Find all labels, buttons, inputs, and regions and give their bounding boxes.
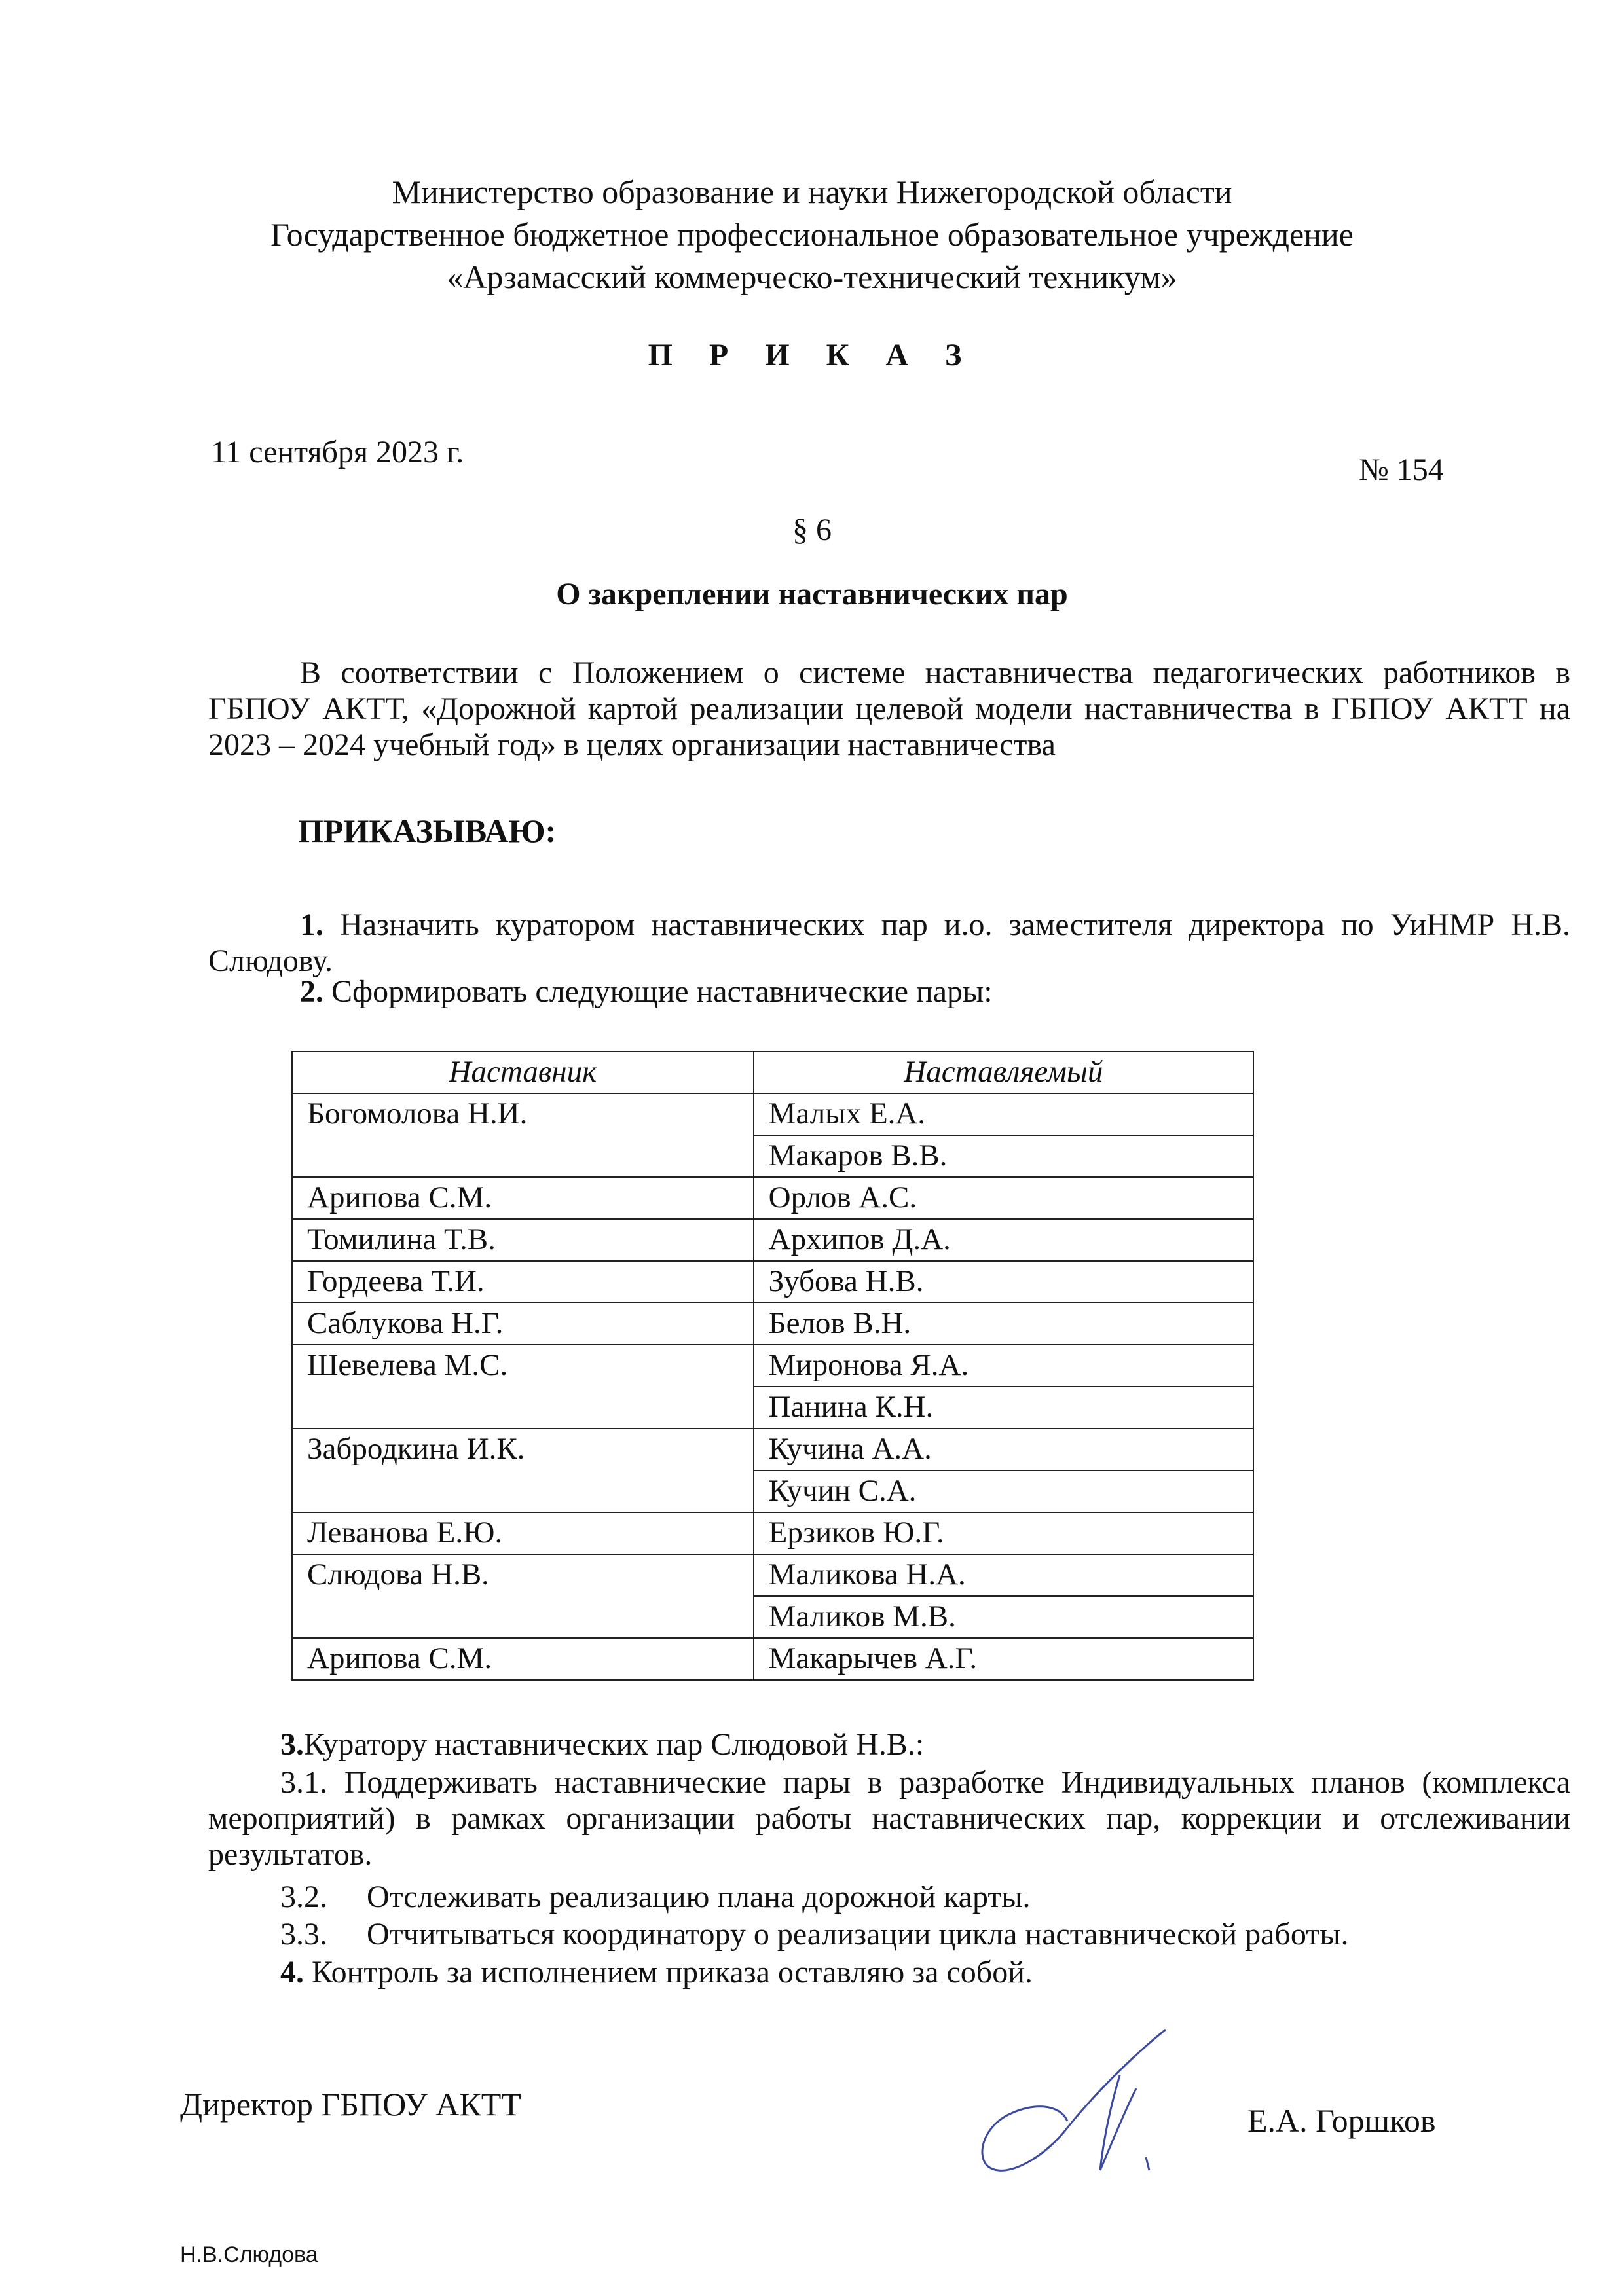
table-row bbox=[292, 1093, 1253, 1135]
mentee-cell: Архипов Д.А. bbox=[754, 1219, 1253, 1261]
column-header-mentor: Наставник bbox=[292, 1051, 754, 1093]
mentee-cell: Макарычев А.Г. bbox=[754, 1638, 1253, 1680]
signatory-role: Директор ГБПОУ АКТТ bbox=[180, 2086, 521, 2123]
mentee-cell: Ерзиков Ю.Г. bbox=[754, 1512, 1253, 1554]
mentee-cell: Кучина А.А. bbox=[754, 1429, 1253, 1470]
mentor-pairs-table bbox=[291, 1051, 1254, 1681]
table-row bbox=[292, 1303, 1253, 1345]
mentor-cell: Саблукова Н.Г. bbox=[292, 1303, 754, 1345]
mentee-cell: Белов В.Н. bbox=[754, 1303, 1253, 1345]
paragraph-mark: § 6 bbox=[792, 513, 832, 547]
document-subject: О закреплении наставнических пар bbox=[556, 577, 1068, 611]
table-row bbox=[292, 1345, 1253, 1387]
institution-name-line: «Арзамасский коммерческо-технический техникум» bbox=[447, 259, 1177, 295]
item-1-text: Назначить куратором наставнических пар и.о. заместителя директора по УиНМР Н.В. Слюдову. bbox=[208, 907, 1570, 978]
mentor-cell: Слюдова Н.В. bbox=[292, 1554, 754, 1638]
mentor-pairs-body bbox=[292, 1093, 1253, 1680]
column-header-mentee: Наставляемый bbox=[754, 1051, 1253, 1093]
mentor-cell: Забродкина И.К. bbox=[292, 1429, 754, 1512]
item-1-number: 1. bbox=[300, 907, 323, 942]
document-date: 11 сентября 2023 г. bbox=[211, 435, 464, 469]
item-4 bbox=[280, 1954, 1624, 1990]
item-2 bbox=[208, 974, 1570, 1010]
mentee-cell: Миронова Я.А. bbox=[754, 1345, 1253, 1387]
mentee-cell: Маликова Н.А. bbox=[754, 1554, 1253, 1596]
item-1 bbox=[208, 907, 1570, 979]
item-3 bbox=[208, 1726, 1570, 1762]
table-row bbox=[292, 1554, 1253, 1596]
mentor-cell: Арипова С.М. bbox=[292, 1177, 754, 1219]
mentor-cell: Богомолова Н.И. bbox=[292, 1093, 754, 1177]
item-3-number: 3. bbox=[280, 1727, 304, 1762]
item-2-number: 2. bbox=[300, 974, 323, 1009]
signatory-name: Е.А. Горшков bbox=[1247, 2102, 1436, 2139]
mentor-cell: Леванова Е.Ю. bbox=[292, 1512, 754, 1554]
document-number: № 154 bbox=[1359, 452, 1444, 487]
mentor-cell: Шевелева М.С. bbox=[292, 1345, 754, 1429]
item-4-text: Контроль за исполнением приказа оставляю за собой. bbox=[304, 1955, 1033, 1990]
preamble: В соответствии с Положением о системе наставничества педагогических работников в ГБПОУ АКТТ, «Дорожной картой реализации целевой модели наставничества в ГБПОУ АКТТ на 2023 – 2024 учебный год» в целях организации наставничества bbox=[208, 655, 1570, 762]
table-row bbox=[292, 1177, 1253, 1219]
ministry-line: Министерство образование и науки Нижегородской области bbox=[392, 173, 1232, 210]
mentee-cell: Малых Е.А. bbox=[754, 1093, 1253, 1135]
institution-line: Государственное бюджетное профессиональное образовательное учреждение bbox=[270, 216, 1354, 253]
handwritten-signature bbox=[969, 2016, 1179, 2187]
item-4-number: 4. bbox=[280, 1955, 304, 1990]
table-row bbox=[292, 1638, 1253, 1680]
mentor-cell: Арипова С.М. bbox=[292, 1638, 754, 1680]
mentor-cell: Гордеева Т.И. bbox=[292, 1261, 754, 1303]
mentee-cell: Зубова Н.В. bbox=[754, 1261, 1253, 1303]
table-row bbox=[292, 1219, 1253, 1261]
mentee-cell: Маликов М.В. bbox=[754, 1596, 1253, 1638]
mentee-cell: Кучин С.А. bbox=[754, 1470, 1253, 1512]
table-row bbox=[292, 1261, 1253, 1303]
item-3-3: 3.3. Отчитываться координатору о реализации цикла наставнической работы. bbox=[280, 1917, 1349, 1952]
order-word: ПРИКАЗЫВАЮ: bbox=[298, 812, 557, 849]
table-row bbox=[292, 1429, 1253, 1470]
item-3-text: Куратору наставнических пар Слюдовой Н.В.: bbox=[304, 1727, 925, 1762]
mentor-cell: Томилина Т.В. bbox=[292, 1219, 754, 1261]
item-3-2: 3.2. Отслеживать реализацию плана дорожной карты. bbox=[280, 1880, 1031, 1914]
item-2-text: Сформировать следующие наставнические пары: bbox=[323, 974, 993, 1009]
mentee-cell: Орлов А.С. bbox=[754, 1177, 1253, 1219]
mentee-cell: Панина К.Н. bbox=[754, 1387, 1253, 1429]
table-row bbox=[292, 1512, 1253, 1554]
item-3-1: 3.1. Поддерживать наставнические пары в разработке Индивидуальных планов (комплекса мероприятий) в рамках организации работы наставнических пар, коррекции и отслеживании результатов. bbox=[208, 1765, 1570, 1872]
mentee-cell: Макаров В.В. bbox=[754, 1135, 1253, 1177]
executor-name: Н.В.Слюдова bbox=[180, 2242, 318, 2267]
document-title: П Р И К А З bbox=[648, 338, 976, 373]
